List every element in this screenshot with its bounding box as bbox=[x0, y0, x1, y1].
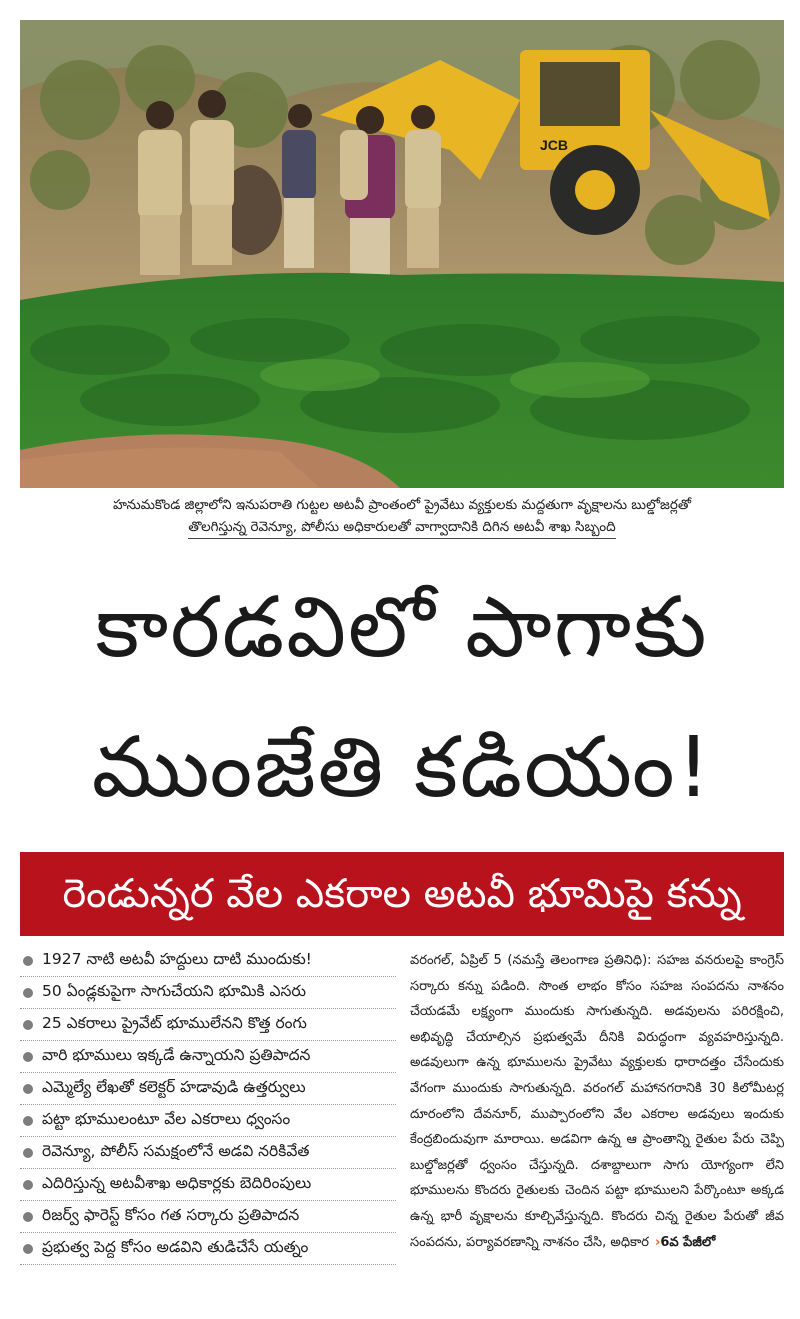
bullet-icon bbox=[23, 1116, 33, 1126]
list-item: ప్రభుత్వ పెద్ద కోసం అడవిని తుడిచేసే యత్నం bbox=[20, 1233, 396, 1265]
article-body bbox=[410, 948, 784, 1255]
list-item: వారి భూములు ఇక్కడే ఉన్నాయని ప్రతిపాదన bbox=[20, 1041, 396, 1073]
list-item: 50 ఏండ్లకుపైగా సాగుచేయని భూమికి ఎసరు bbox=[20, 977, 396, 1009]
headline-line-2: ముంజేతి కడియం! bbox=[91, 718, 713, 816]
bullet-icon bbox=[23, 1244, 33, 1254]
list-item: పట్టా భూములంటూ వేల ఎకరాలు ధ్వంసం bbox=[20, 1105, 396, 1137]
caption-line-1: హనుమకొండ జిల్లాలోని ఇనుపరాతి గుట్టల అటవీ ప్రాంతంలో ప్రైవేటు వ్యక్తులకు మద్దతుగా వృక్షాలను బుల్డోజర్లతో bbox=[112, 497, 692, 513]
bullet-icon bbox=[23, 1212, 33, 1222]
subheadline-banner bbox=[20, 852, 784, 936]
chevron-right-icon: › bbox=[655, 1234, 661, 1250]
photo-forest-bulldozer bbox=[20, 20, 784, 488]
bullet-icon bbox=[23, 1148, 33, 1158]
bullet-icon bbox=[23, 1180, 33, 1190]
bullet-icon bbox=[23, 988, 33, 998]
bullet-icon bbox=[23, 1020, 33, 1030]
list-item: రిజర్వ్ ఫారెస్ట్ కోసం గత సర్కారు ప్రతిపాదన bbox=[20, 1201, 396, 1233]
news-photo bbox=[20, 20, 784, 488]
article-text: వరంగల్, ఏప్రిల్ 5 (నమస్తే తెలంగాణ ప్రతినిధి): సహజ వనరులపై కాంగ్రెస్ సర్కారు కన్ను పడింది. సొంత లాభం కోసం సహజ సంపదను నాశనం చేయడమే లక్ష్యంగా ముందుకు సాగుతున్నది. అడవులను పరిరక్షించి, అభివృద్ధి చేయాల్సిన ప్రభుత్వమే దీనికి విరుద్ధంగా వ్యవహరిస్తున్నది. అడవులుగా ఉన్న భూములను ప్రైవేటు వ్యక్తులకు ధారాదత్తం చేసేందుకు వేగంగా ముందుకు సాగుతున్నది. వరంగల్ మహానగరానికి 30 కిలోమీటర్ల దూరంలోని దేవనూర్, ముప్పారంలోని వేల ఎకరాల అడవులు ఇందుకు కేంద్రబిందువుగా మారాయి. అడవిగా ఉన్న ఆ ప్రాంతాన్ని రైతుల పేరు చెప్పి బుల్డోజర్లతో ధ్వంసం చేస్తున్నది. దశాబ్దాలుగా సాగు యోగ్యంగా లేని భూములను కొందరు రైతులకు చెందిన పట్టా భూములని పేర్కొంటూ అక్కడ ఉన్న భారీ వృక్షాలను కూల్చివేస్తున్నది. కొందరు చిన్న రైతుల పేరుతో జీవ సంపదను, పర్యావరణాన్ని నాశనం చేసి, అధికార bbox=[410, 953, 784, 1250]
caption-line-2: తొలగిస్తున్న రెవెన్యూ, పోలీసు అధికారులతో వాగ్వాదానికి దిగిన అటవీ శాఖ సిబ్బంది bbox=[188, 516, 615, 539]
photo-caption bbox=[20, 494, 784, 539]
svg-text:JCB: JCB bbox=[540, 137, 569, 153]
continued-link[interactable]: ›6వ పేజీలో bbox=[655, 1234, 716, 1250]
headline-line-1: కారడవిలో పాగాకు bbox=[95, 578, 709, 676]
bullet-icon bbox=[23, 956, 33, 966]
bullet-icon bbox=[23, 1052, 33, 1062]
bullet-icon bbox=[23, 1084, 33, 1094]
list-item: 25 ఎకరాలు ప్రైవేట్ భూములేనని కొత్త రంగు bbox=[20, 1009, 396, 1041]
list-item: ఎమ్మెల్యే లేఖతో కలెక్టర్ హడావుడి ఉత్తర్వులు bbox=[20, 1073, 396, 1105]
subheadline-text: రెండున్నర వేల ఎకరాల అటవీ భూమిపై కన్ను bbox=[62, 871, 742, 917]
highlights-list bbox=[20, 945, 396, 1265]
list-item: 1927 నాటి అటవీ హద్దులు దాటి ముందుకు! bbox=[20, 945, 396, 977]
list-item: ఎదిరిస్తున్న అటవీశాఖ అధికార్లకు బెదిరింపులు bbox=[20, 1169, 396, 1201]
list-item: రెవెన్యూ, పోలీస్ సమక్షంలోనే అడవి నరికివేత bbox=[20, 1137, 396, 1169]
